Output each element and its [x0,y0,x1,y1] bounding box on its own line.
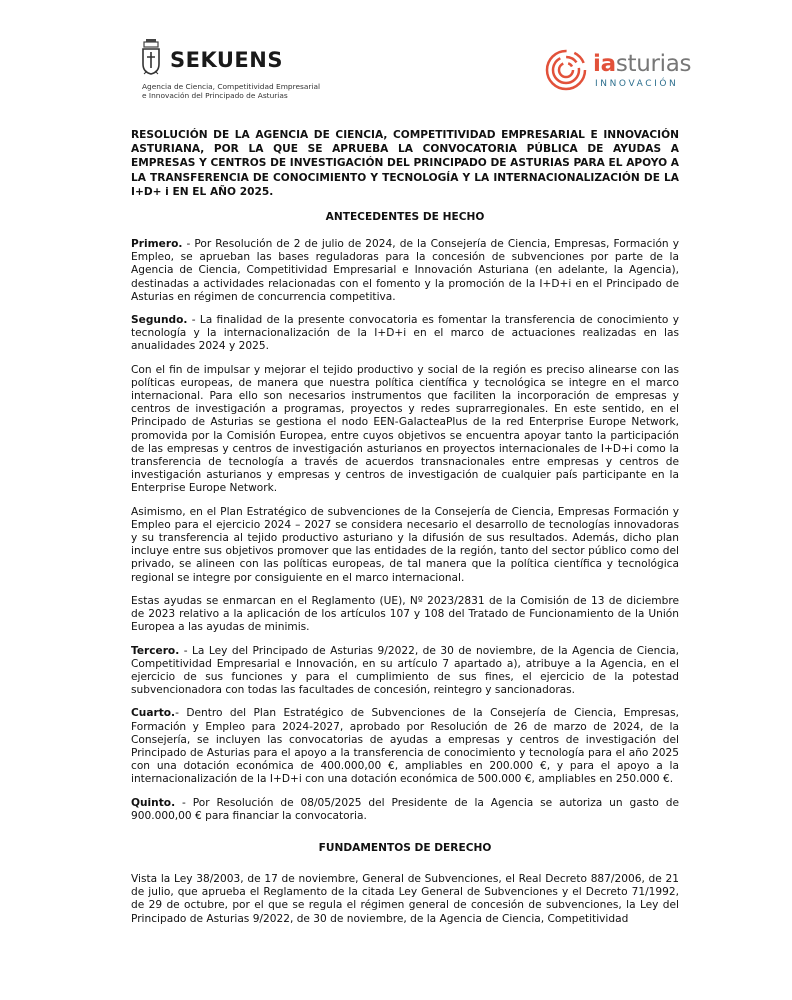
sekuens-subtitle-line-2: e Innovación del Principado de Asturias [142,91,288,100]
paragraph-vista-la-ley: Vista la Ley 38/2003, de 17 de noviembre, General de Subvenciones, el Real Decreto 887/2006, de 21 de julio, que aprueba el Reglamento de la citada Ley General de Subvenciones y el Decreto 71/1992, de 29 de octubre, por el que se regula el régimen general de concesión de subvenciones, la Ley del Principado de Asturias 9/2022, de 30 de noviembre, de la Agencia de Ciencia, Competitividad [131,872,679,925]
sekuens-subtitle [142,82,320,100]
document-title: RESOLUCIÓN DE LA AGENCIA DE CIENCIA, COMPETITIVIDAD EMPRESARIAL E INNOVACIÓN ASTURIANA, POR LA QUE SE APRUEBA LA CONVOCATORIA PÚBLICA DE AYUDAS A EMPRESAS Y CENTROS DE INVESTIGACIÓN DEL PRINCIPADO DE ASTURIAS PARA EL APOYO A LA TRANSFERENCIA DE CONOCIMIENTO Y TECNOLOGÍA Y LA INTERNACIONALIZACIÓN DE LA I+D+ i EN EL AÑO 2025. [131,129,679,198]
iasturias-subtitle: INNOVACIÓN [595,79,679,89]
document-body [131,128,679,936]
paragraph-lead: Tercero. [131,644,180,657]
paragraph-lead: Primero. [131,238,183,251]
iasturias-suffix: sturias [615,51,692,77]
paragraph-quinto [131,797,679,823]
paragraph-plan-estrategico: Asimismo, en el Plan Estratégico de subvenciones de la Consejería de Ciencia, Empresas Formación y Empleo para el ejercicio 2024 – 2027 se considera necesario el desarrollo de tecnologías innovadoras y su transferencia al tejido productivo asturiano y la difusión de sus resultados. Además, dicho plan incluye entre sus objetivos promover que las entidades de la región, tanto del sector público como del privado, se alineen con las políticas europeas, de tal manera que la política científica y tecnológica regional se integre por consiguiente en el marco internacional. [131,505,679,584]
iasturias-prefix: ia [593,51,616,77]
section-heading-antecedentes: ANTECEDENTES DE HECHO [325,211,485,224]
paragraph-text: - Por Resolución de 2 de julio de 2024, de la Consejería de Ciencia, Empresas, Formación y Empleo, se aprueban las bases reguladoras para la concesión de subvenciones por parte de la Agencia de Ciencia, Competitividad Empresarial e Innovación Asturiana (en adelante, la Agencia), destinadas a actividades relacionadas con el fomento y la promoción de la I+D+i en el Principado de Asturias en régimen de concurrencia competitiva. [131,238,679,303]
paragraph-tercero [131,645,679,698]
paragraph-lead: Quinto. [131,796,176,809]
paragraph-text: - Por Resolución de 08/05/2025 del Presidente de la Agencia se autoriza un gasto de 900.000,00 € para financiar la convocatoria. [131,796,679,822]
sekuens-subtitle-line-1: Agencia de Ciencia, Competitividad Empresarial [142,82,321,91]
paragraph-primero [131,238,679,304]
iasturias-logo [544,48,694,96]
document-header [0,0,792,110]
iasturias-wordmark [593,51,691,77]
paragraph-cuarto [131,707,679,786]
paragraph-lead: Segundo. [131,314,188,327]
asturias-crest-icon [140,38,162,76]
sekuens-logo [140,38,330,100]
paragraph-lead: Cuarto. [131,707,176,720]
section-heading-fundamentos: FUNDAMENTOS DE DERECHO [318,841,492,854]
paragraph-segundo [131,314,679,354]
iasturias-circle-icon [544,48,588,92]
paragraph-text: - La Ley del Principado de Asturias 9/2022, de 30 de noviembre, de la Agencia de Ciencia, Competitividad Empresarial e Innovación, en su artículo 7 apartado a), atribuye a la Agencia, en el ejercicio de sus funciones y para el cumplimiento de sus fines, el ejercicio de la potestad subvencionadora con todas las facultades de concesión, reintegro y sancionadoras. [131,644,679,697]
sekuens-wordmark: SEKUENS [170,48,283,72]
paragraph-reglamento: Estas ayudas se enmarcan en el Reglamento (UE), Nº 2023/2831 de la Comisión de 13 de diciembre de 2023 relativo a la aplicación de los artículos 107 y 108 del Tratado de Funcionamiento de la Unión Europea a las ayudas de minimis. [131,594,679,634]
paragraph-text: - Dentro del Plan Estratégico de Subvenciones de la Consejería de Ciencia, Empresas, Formación y Empleo para 2024-2027, aprobado por Resolución de 26 de marzo de 2024, de la Consejería, se incluyen las convocatorias de ayudas a empresas y centros de investigación del Principado de Asturias para el apoyo a la transferencia de conocimiento y tecnología para el año 2025 con una dotación económica de 400.000,00 €, ampliables en 200.000 €, y para el apoyo a la internacionalización de la I+D+i con una dotación económica de 500.000 €, ampliables en 250.000 €. [131,707,679,786]
paragraph-impulso: Con el fin de impulsar y mejorar el tejido productivo y social de la región es preciso alinearse con las políticas europeas, de manera que nuestra política científica y tecnológica se integre en el marco internacional. Para ello son necesarios instrumentos que faciliten la incorporación de empresas y centros de investigación a programas, proyectos y redes suprarregionales. En este sentido, en el Principado de Asturias se gestiona el nodo EEN-GalacteaPlus de la red Enterprise Europe Network, promovida por la Comisión Europea, entre cuyos objetivos se encuentra apoyar tanto la participación de las empresas y centros de investigación asturianos en proyectos internacionales de I+D+i como la transferencia de tecnología a través de acuerdos transnacionales entre empresas y centros de investigación asturianos y empresas y centros de investigación de cualquier país participante en la Enterprise Europe Network. [131,363,679,495]
paragraph-text: - La finalidad de la presente convocatoria es fomentar la transferencia de conocimiento y tecnología y la internacionalización de la I+D+i en el marco de actuaciones realizadas en las anualidades 2024 y 2025. [131,314,679,353]
